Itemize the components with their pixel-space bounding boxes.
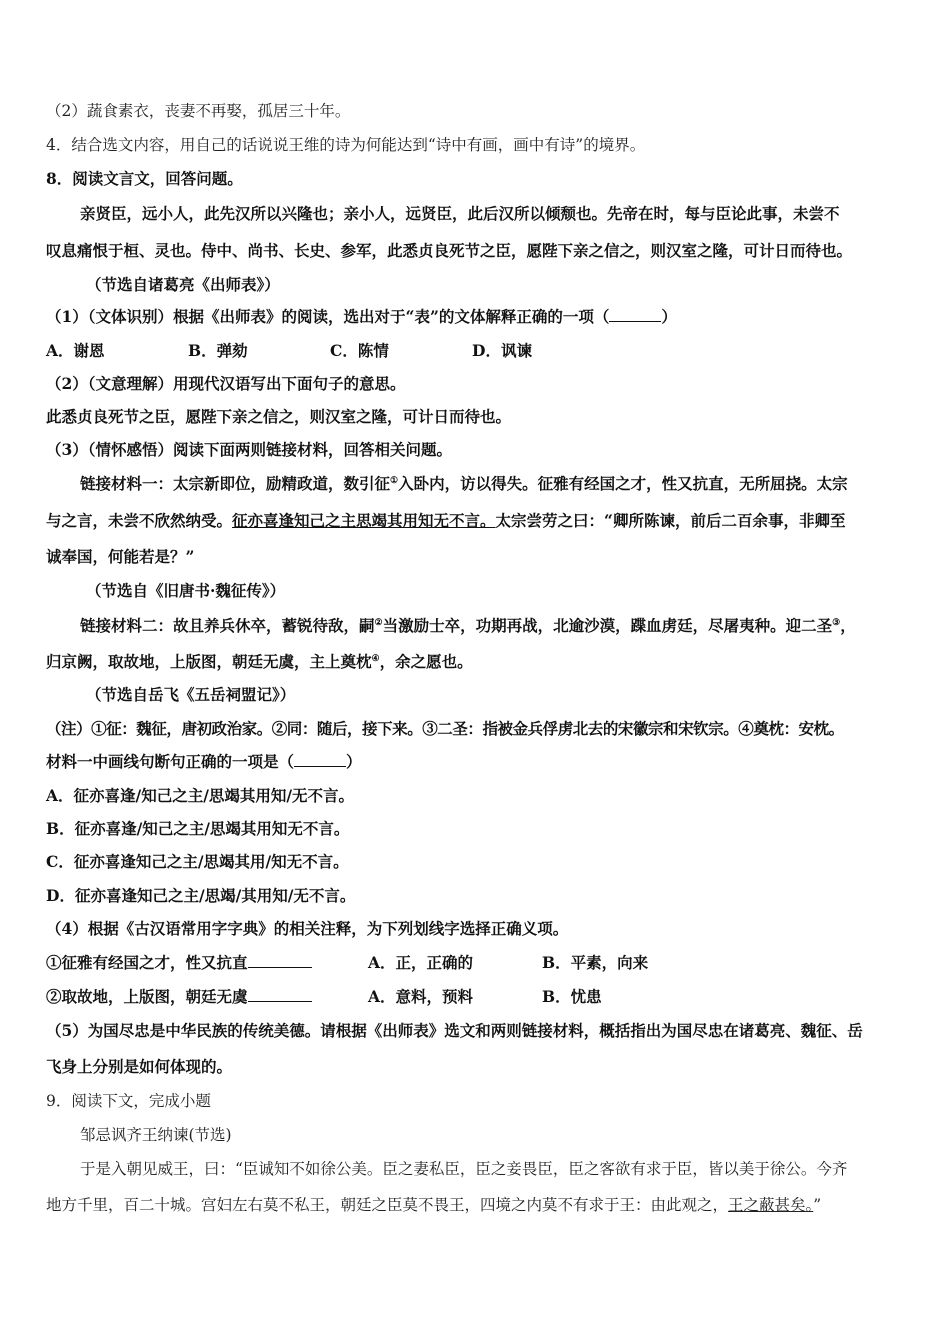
material-2-line-2: [46, 651, 473, 673]
text: 亲贤臣，远小人，此先汉所以兴隆也；亲小人，远贤臣，此后汉所以倾颓也。先帝在时，每与臣论此事，未尝不: [80, 204, 840, 223]
question-9-title: [46, 1090, 211, 1112]
text: 太宗尝劳之曰：“卿所陈谏，前后二百余事，非卿至: [495, 511, 846, 530]
sub-question-1: [46, 306, 677, 328]
text: 地方千里，百二十城。宫妇左右莫不私王，朝廷之臣莫不畏王，四境之内莫不有求于王：由此观之，: [46, 1196, 729, 1214]
source-citation-2: [86, 580, 285, 602]
answer-blank[interactable]: [248, 987, 312, 1002]
text: 8．阅读文言文，回答问题。: [46, 169, 243, 188]
text: ，余之愿也。: [379, 652, 473, 671]
text: 此悉贞良死节之臣，愿陛下亲之信之，则汉室之隆，可计日而待也。: [46, 407, 512, 426]
text: （注）①征：魏征，唐初政治家。②同：随后，接下来。③二圣：指被金兵俘虏北去的宋徽宗和宋钦宗。④奠枕：安枕。: [46, 719, 844, 738]
text: 邹忌讽齐王纳谏(节选): [80, 1126, 232, 1144]
text: 于是入朝见威王，曰：“臣诚知不如徐公美。臣之妻私臣，臣之妾畏臣，臣之客欲有求于臣，皆以美于徐公。今齐: [80, 1160, 848, 1178]
answer-option-b[interactable]: [46, 818, 349, 840]
option-c[interactable]: C．陈情: [330, 341, 389, 360]
options-row-1: [46, 340, 532, 362]
answer-option-a[interactable]: [46, 785, 354, 807]
underlined-sentence: 王之蔽甚矣。: [728, 1196, 814, 1214]
text: （节选自岳飞《五岳祠盟记》）: [86, 685, 296, 704]
sub-question-2: [46, 373, 406, 395]
answer-blank[interactable]: [248, 953, 312, 968]
text: ”: [813, 1196, 822, 1214]
material-1-line-2: [46, 510, 845, 532]
option-d[interactable]: D．讽谏: [472, 341, 532, 360]
underlined-sentence: 征亦喜逢知己之主思竭其用知无不言。: [232, 511, 496, 530]
question-9-passage-line-1: [80, 1158, 847, 1180]
text: 9．阅读下文，完成小题: [46, 1092, 211, 1110]
question-9-subtitle: [80, 1124, 232, 1146]
text: C．征亦喜逢知己之主/思竭其用/知无不言。: [46, 852, 349, 871]
notes-line: [46, 718, 844, 740]
footnote-mark: ①: [390, 475, 399, 486]
meaning-option-a[interactable]: A．正，正确的: [368, 953, 474, 972]
text: 与之言，未尝不欣然纳受。: [46, 511, 233, 530]
sub-question-3: [46, 439, 452, 461]
text: ①征雅有经国之才，性又抗直: [46, 953, 248, 972]
meaning-option-b[interactable]: B．平素，向来: [542, 953, 649, 972]
line-q7-item2: [46, 100, 350, 122]
source-citation-1: [86, 274, 280, 296]
text: （1）（文体识别）根据《出师表》的阅读，选出对于“表”的文体解释正确的一项（: [46, 307, 610, 326]
text: 入卧内，访以得失。征雅有经国之才，性又抗直，无所屈挠。太宗: [398, 474, 848, 493]
text: ，: [840, 616, 856, 635]
text: 当激励士卒，功期再战，北逾沙漠，蹀血虏廷，尽屠夷种。迎二圣: [382, 616, 833, 635]
sub-question-5-line-2: [46, 1056, 232, 1078]
question-8-title: [46, 168, 243, 190]
text: 诚奉国，何能若是？”: [46, 547, 195, 566]
answer-blank[interactable]: [609, 307, 661, 322]
material-1-line-1: [80, 473, 848, 495]
text: D．征亦喜逢知己之主/思竭/其用知/无不言。: [46, 886, 356, 905]
text: ）: [661, 307, 677, 326]
item-2-cell: [46, 986, 368, 1008]
material-1-line-3: [46, 546, 194, 568]
footnote-mark: ③: [832, 617, 841, 628]
text: 材料一中画线句断句正确的一项是（: [46, 752, 295, 771]
sub-question-2-sentence: [46, 406, 511, 428]
text: （5）为国尽忠是中华民族的传统美德。请根据《出师表》选文和两则链接材料，概括指出为国尽忠在诸葛亮、魏征、岳: [46, 1021, 863, 1040]
text: B．征亦喜逢/知己之主/思竭其用知无不言。: [46, 819, 350, 838]
text: 飞身上分别是如何体现的。: [46, 1057, 233, 1076]
passage-line-1: [80, 203, 840, 225]
option-a[interactable]: A．谢恩: [46, 341, 105, 360]
text: 链接材料二：故且养兵休卒，蓄锐待敌，嗣: [80, 616, 375, 635]
option-b[interactable]: B．弹劾: [188, 341, 248, 360]
answer-option-c[interactable]: [46, 851, 349, 873]
sub-question-4: [46, 918, 568, 940]
text: ②取故地，上版图，朝廷无虞: [46, 987, 248, 1006]
text: ）: [346, 752, 362, 771]
text: 叹息痛恨于桓、灵也。侍中、尚书、长史、参军，此悉贞良死节之臣，愿陛下亲之信之，则汉室之隆，可计日而待也。: [46, 241, 853, 260]
text: 归京阙，取故地，上版图，朝廷无虞，主上奠枕: [46, 652, 372, 671]
text: （4）根据《古汉语常用字字典》的相关注释，为下列划线字选择正确义项。: [46, 919, 569, 938]
item-1-cell: [46, 952, 368, 974]
text: 4．结合选文内容，用自己的话说说王维的诗为何能达到“诗中有画，画中有诗”的境界。: [46, 136, 646, 154]
sub-question-4-item-2: [46, 986, 602, 1008]
material-2-line-1: [80, 615, 856, 637]
source-citation-3: [86, 684, 295, 706]
text: A．征亦喜逢/知己之主/思竭其用知/无不言。: [46, 786, 355, 805]
footnote-mark: ②: [374, 617, 383, 628]
text: 链接材料一：太宗新即位，励精政道，数引征: [80, 474, 391, 493]
answer-option-d[interactable]: [46, 885, 355, 907]
sub-question-4-item-1: [46, 952, 648, 974]
meaning-option-b[interactable]: B．忧患: [542, 987, 602, 1006]
text: （3）（情怀感悟）阅读下面两则链接材料，回答相关问题。: [46, 440, 453, 459]
passage-line-2: [46, 240, 852, 262]
text: （2）蔬食素衣，丧妻不再娶，孤居三十年。: [46, 102, 351, 120]
meaning-option-a[interactable]: A．意料，预料: [368, 987, 474, 1006]
text: （2）（文意理解）用现代汉语写出下面句子的意思。: [46, 374, 406, 393]
question-9-passage-line-2: [46, 1194, 821, 1216]
line-question-4: [46, 134, 645, 156]
footnote-mark: ④: [371, 653, 380, 664]
text: （节选自诸葛亮《出师表》）: [86, 275, 280, 294]
sub-question-5-line-1: [46, 1020, 863, 1042]
answer-blank[interactable]: [294, 752, 346, 767]
material-question: [46, 751, 362, 773]
text: （节选自《旧唐书·魏征传》）: [86, 581, 286, 600]
